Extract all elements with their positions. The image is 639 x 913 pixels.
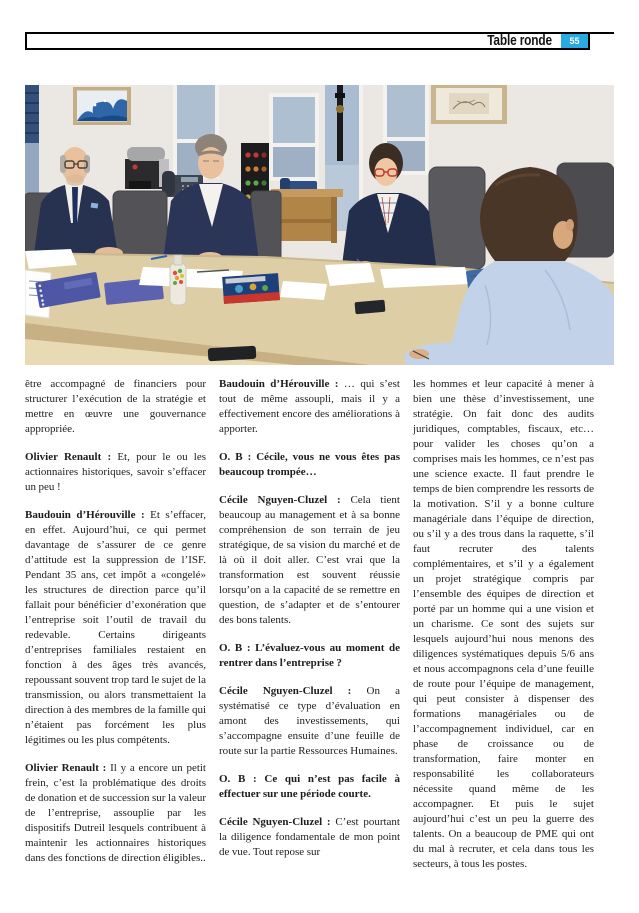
header-band (25, 32, 590, 50)
paragraph: être accompagné de financiers pour structurer l’exécution de la stratégie et mettre en œuvre une gouvernance appropriée. (25, 378, 206, 435)
paragraph: Cécile Nguyen-Cluzel : On a systématisé ce type d’évaluation en amont des investissements, qui s’accompagne ensuite d’une feuille de route sur la partie Ressources Humaines. (219, 685, 400, 757)
paragraph: O. B : L’évaluez-vous au moment de rentrer dans l’entreprise ? (219, 642, 400, 669)
window-pane-2 (269, 93, 319, 181)
paragraph: Olivier Renault : Il y a encore un petit frein, c’est la problématique des droits de donation et de succession sur la valeur de l’entreprise, assouplie par les dispositifs Dutreil lesquels contribuent à maintenir les actionnaires historiques dans des fonctions de direction éligibles.. (25, 762, 206, 864)
magazine (222, 273, 280, 304)
section-title: Table ronde (487, 33, 552, 49)
great-wave-picture (73, 87, 131, 125)
text-column-2 (219, 377, 400, 885)
paragraph: Baudouin d’Hérouville : Et s’effacer, en effet. Aujourd’hui, ce qui permet davantage de s’assurer de ce genre d’attitude est la suppression de l’ISF. Pendant 35 ans, cet impôt a «congelé» les structures de direction parce qu’il fallait pour bénéficier d’exonération que l’entreprise soit l’outil de travail du redevable. Certains dirigeants d’entreprises familiales restaient en fonction à des âges très avancés, repoussant souvent trop tard le sujet de la transmission, ou alors transmettaient la direction à des membres de la famille qui n’étaient pas forcément les plus légitimes ou les plus compétents. (25, 509, 206, 746)
paragraph: O. B : Ce qui n’est pas facile à effectuer sur une période courte. (219, 773, 400, 800)
paragraph: les hommes et leur capacité à mener à bien une thèse d’investissement, une stratégie. On fait donc des audits juridiques, comptables, fiscaux, etc…pour valider les choses qu’on a comprises mais les hommes, ce n’est pas une science exacte. Il faut prendre le temps de bien comprendre les ressorts de la motivation. S’il y a bonne culture managériale dans l’équipe de direction, ou s’il y a des trous dans la raquette, s’il faut recruter des talents complémentaires, et s’il y a également un projet stratégique compris par l’ensemble des équipes de direction et porté par un homme qui a une vision et un charisme. Ce sont des sujets sur lesquels aujourd’hui nous menons des diligences systématiques depuis 5/6 ans et nous accompagnons cela d’une feuille de route pour l’équipe de management, qui peut consister à dispenser des formations managériales ou de l’accompagnement individuel, car en phase de croissance ou de transformation, faire monter en responsabilité les collaborateurs nécessite quand même de les accompagner. Et puis le sujet aujourd’hui c’est un peu la guerre des talents. On a beaucoup de PME qui ont du mal à recruter, et cela dans tous les secteurs, à tous les postes. (413, 378, 594, 870)
article-body (25, 377, 614, 885)
page-number-badge: 55 (561, 34, 588, 48)
paragraph: O. B : Cécile, vous ne vous êtes pas beaucoup trompée… (219, 451, 400, 478)
text-column-3 (413, 377, 594, 885)
paragraph: Baudouin d’Hérouville : … qui s’est tout de même assoupli, mais il y a effectivement encore des améliorations à apporter. (219, 378, 400, 435)
header-rule-extension (588, 32, 614, 34)
paragraph: Olivier Renault : Et, pour le ou les actionnaires historiques, savoir s’effacer un peu ! (25, 451, 206, 493)
paragraph: Cécile Nguyen-Cluzel : Cela tient beaucoup au management et à sa bonne compréhension de son terrain de jeu stratégique, de sa vision du marché et de là où il doit aller. C’est vrai que la transformation est souvent réussie lorsqu’on a la capacité de se remettre en question, de s’adapter et de s’entourer des bons talents. (219, 494, 400, 626)
paragraph: Cécile Nguyen-Cluzel : C’est pourtant la diligence fondamentale de mon point de vue. Tout repose sur (219, 816, 400, 858)
smartphone-2 (208, 346, 257, 361)
roundtable-photo (25, 85, 614, 365)
text-column-1 (25, 377, 206, 885)
framed-sketch-picture (431, 85, 507, 124)
